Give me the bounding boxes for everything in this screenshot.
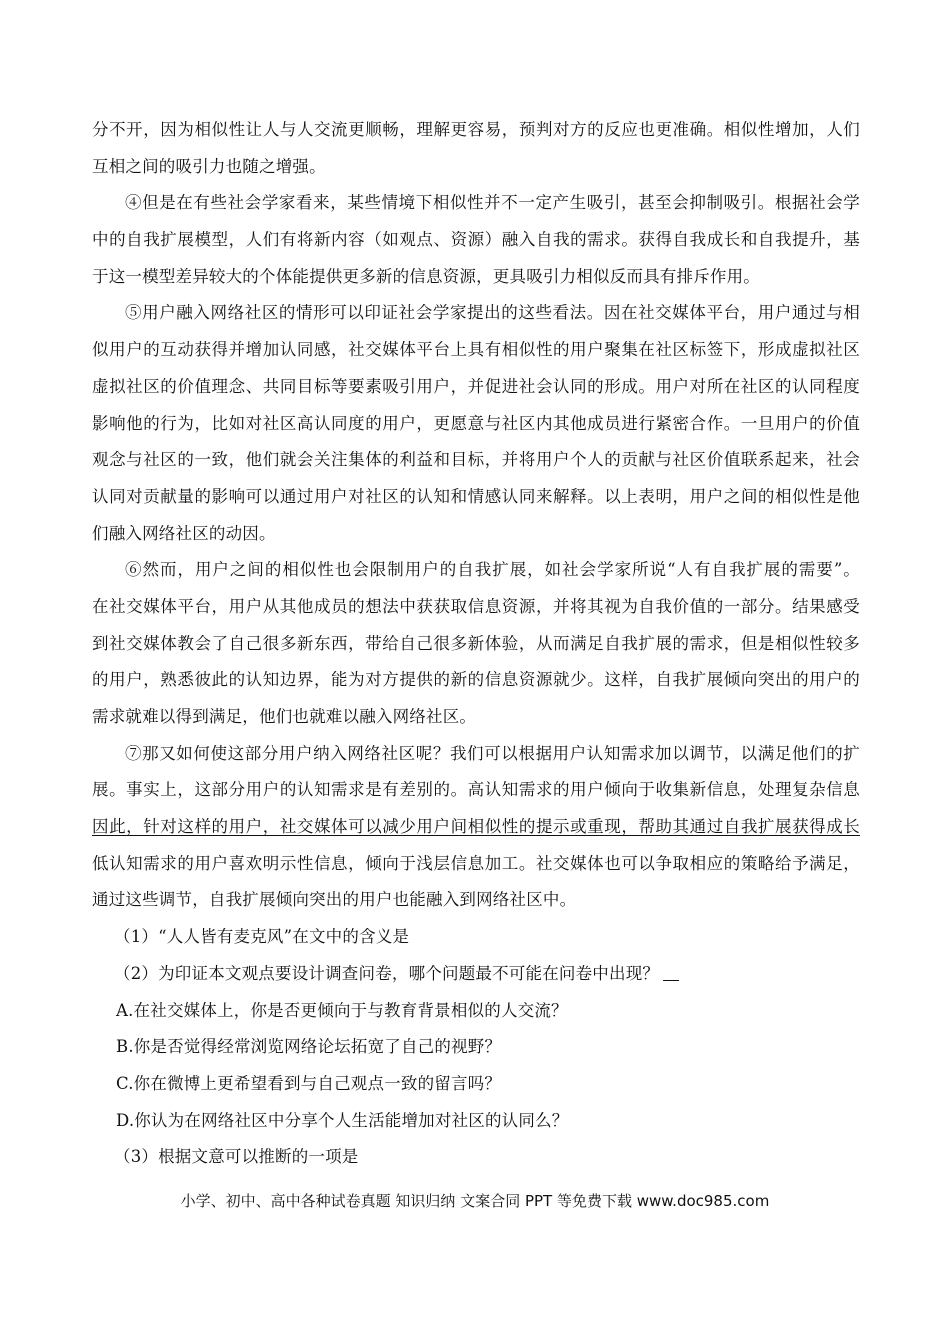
paragraph-line: 低认知需求的用户喜欢明示性信息，倾向于浅层信息加工。社交媒体也可以争取相应的策略给予满足， [92,853,860,873]
paragraph-4-start: ④但是在有些社会学家看来，某些情境下相似性并不一定产生吸引，甚至会抑制吸引。根据社会学 [125,193,860,213]
paragraph-line: 互相之间的吸引力也随之增强。 [92,156,326,176]
paragraph-line: 中的自我扩展模型，人们有将新内容（如观点、资源）融入自我的需求。获得自我成长和自我提升，基 [92,230,860,250]
paragraph-line: 影响他的行为，比如对社区高认同度的用户，更愿意与社区内其他成员进行紧密合作。一旦用户的价值 [92,413,860,433]
underlined-sentence: 因此，针对这样的用户，社交媒体可以减少用户间相似性的提示或重现，帮助其通过自我扩展获得成长 [92,817,860,837]
paragraph-line: 通过这些调节，自我扩展倾向突出的用户也能融入到网络社区中。 [92,890,577,910]
paragraph-line: 认同对贡献量的影响可以通过用户对社区的认知和情感认同来解释。以上表明，用户之间的相似性是他 [92,486,860,506]
answer-blank [663,962,679,981]
paragraph-6-start: ⑥然而，用户之间的相似性也会限制用户的自我扩展，如社会学家所说“人有自我扩展的需要”。 [125,560,860,580]
paragraph-line: 观念与社区的一致，他们就会关注集体的利益和目标，并将用户个人的贡献与社区价值联系起来，社会 [92,450,860,470]
paragraph-line: 在社交媒体平台，用户从其他成员的想法中获获取信息资源，并将其视为自我价值的一部分。结果感受 [92,596,860,616]
paragraph-line: 分不开，因为相似性让人与人交流更顺畅，理解更容易，预判对方的反应也更准确。相似性增加，人们 [92,120,860,139]
paragraph-7-start: ⑦那又如何使这部分用户纳入网络社区呢？我们可以根据用户认知需求加以调节，以满足他们的扩 [125,743,860,763]
paragraph-line: 虚拟社区的价值理念、共同目标等要素吸引用户，并促进社会认同的形成。用户对所在社区的认同程度 [92,376,860,396]
paragraph-5-start: ⑤用户融入网络社区的情形可以印证社会学家提出的这些看法。因在社交媒体平台，用户通过与相 [125,303,860,323]
article-body [92,112,860,1176]
paragraph-line: 似用户的互动获得并增加认同感，社交媒体平台上具有相似性的用户聚集在社区标签下，形成虚拟社区 [92,340,860,360]
option-a: A.在社交媒体上，你是否更倾向于与教育背景相似的人交流？ [116,1000,568,1020]
paragraph-line: 于这一模型差异较大的个体能提供更多新的信息资源，更具吸引力相似反而具有排斥作用。 [92,266,760,286]
question-1: （1）“人人皆有麦克风”在文中的含义是 [114,927,410,947]
question-2-text: （2）为印证本文观点要设计调查问卷，哪个问题最不可能在问卷中出现？ [114,963,660,983]
option-d: D.你认为在网络社区中分享个人生活能增加对社区的认同么？ [116,1110,569,1130]
paragraph-line: 们融入网络社区的动因。 [92,523,276,543]
paragraph-line: 展。事实上，这部分用户的认知需求是有差别的。高认知需求的用户倾向于收集新信息，处理复杂信息 [92,780,860,800]
paragraph-line: 的用户，熟悉彼此的认知边界，能为对方提供的新的信息资源就少。这样，自我扩展倾向突出的用户的 [92,670,860,690]
paragraph-line: 到社交媒体教会了自己很多新东西，带给自己很多新体验，从而满足自我扩展的需求，但是相似性较多 [92,633,860,653]
question-3: （3）根据文意可以推断的一项是 [114,1147,359,1167]
option-c: C.你在微博上更希望看到与自己观点一致的留言吗？ [116,1073,502,1093]
option-b: B.你是否觉得经常浏览网络论坛拓宽了自己的视野？ [116,1037,502,1057]
paragraph-line: 需求就难以得到满足，他们也就难以融入网络社区。 [92,707,477,726]
page-footer: 小学、初中、高中各种试卷真题 知识归纳 文案合同 PPT 等免费下载 www.doc985.com [180,1192,770,1210]
question-2 [92,956,860,993]
